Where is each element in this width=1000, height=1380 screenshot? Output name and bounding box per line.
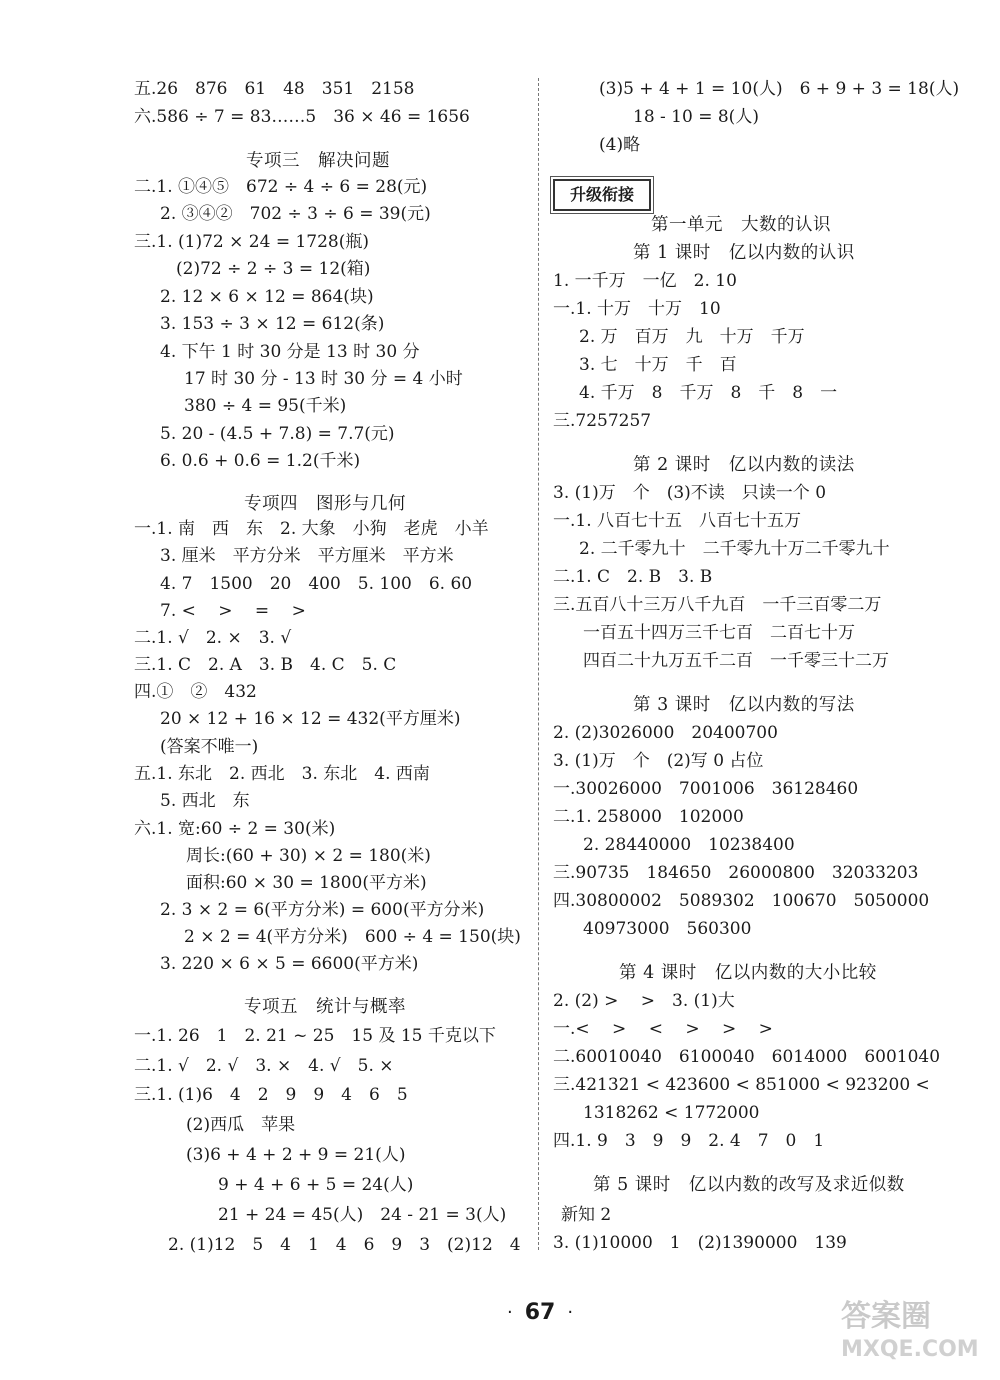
answer-line: 一百五十四万三千七百 二百七十万 (583, 623, 855, 643)
answer-line: 2. 万 百万 九 十万 千万 (579, 327, 805, 347)
answer-line: 40973000 560300 (583, 919, 752, 939)
answer-line: 20 × 12 + 16 × 12 = 432(平方厘米) (160, 709, 461, 729)
answer-line: 3. 七 十万 千 百 (579, 355, 737, 375)
section-heading: 专项五 统计与概率 (244, 997, 406, 1017)
watermark-logo (835, 1292, 985, 1364)
answer-line: 一.1. 26 1 2. 21 ~ 25 15 及 15 千克以下 (134, 1026, 496, 1046)
answer-line: 2. 12 × 6 × 12 = 864(块) (160, 287, 374, 307)
answer-line: 380 ÷ 4 = 95(千米) (184, 396, 347, 416)
answer-line: 5. 西北 东 (160, 791, 250, 811)
column-divider (538, 78, 539, 1250)
answer-line: 3. 153 ÷ 3 × 12 = 612(条) (160, 314, 385, 334)
answer-line: 3. 厘米 平方分米 平方厘米 平方米 (160, 546, 454, 566)
answer-line: 二.1. 258000 102000 (553, 807, 744, 827)
watermark-title: 答案圈 (841, 1299, 931, 1334)
answer-line: (3)6 + 4 + 2 + 9 = 21(人) (186, 1145, 406, 1165)
answer-line: (3)5 + 4 + 1 = 10(人) 6 + 9 + 3 = 18(人) (599, 79, 960, 99)
answer-line: 三.1. (1)6 4 2 9 9 4 6 5 (134, 1085, 408, 1105)
answer-line: (2)72 ÷ 2 ÷ 3 = 12(箱) (176, 259, 371, 279)
answer-line: 四.① ② 432 (134, 682, 257, 702)
answer-line: 二.1. √ 2. √ 3. × 4. √ 5. × (134, 1056, 394, 1076)
answer-line: 三.1. (1)72 × 24 = 1728(瓶) (134, 232, 370, 252)
answer-line: 一.30026000 7001006 36128460 (553, 779, 859, 799)
answer-line: 18 - 10 = 8(人) (633, 107, 759, 127)
answer-line: 五.26 876 61 48 351 2158 (134, 79, 415, 99)
answer-line: 周长:(60 + 30) × 2 = 180(米) (186, 846, 431, 866)
answer-line: 21 + 24 = 45(人) 24 - 21 = 3(人) (218, 1205, 507, 1225)
answer-line: 4. 下午 1 时 30 分是 13 时 30 分 (160, 342, 420, 362)
answer-line: 3. 220 × 6 × 5 = 6600(平方米) (160, 954, 419, 974)
answer-line: 2. (2)3026000 20400700 (553, 723, 778, 743)
answer-line: 四.30800002 5089302 100670 5050000 (553, 891, 930, 911)
answer-line: 六.1. 宽:60 ÷ 2 = 30(米) (134, 819, 336, 839)
answer-line: (2)西瓜 苹果 (186, 1115, 296, 1135)
section-heading: 第 5 课时 亿以内数的改写及求近似数 (593, 1175, 905, 1195)
answer-line: 17 时 30 分 - 13 时 30 分 = 4 小时 (184, 369, 463, 389)
answer-line: 三.7257257 (553, 411, 652, 431)
answer-line: 2. 二千零九十 二千零九十万二千零九十 (579, 539, 890, 559)
answer-line: 二.1. C 2. B 3. B (553, 567, 713, 587)
answer-line: 1318262 < 1772000 (583, 1103, 760, 1123)
section-badge: 升级衔接 (553, 179, 651, 211)
answer-line: (答案不唯一) (160, 737, 259, 757)
answer-line: 6. 0.6 + 0.6 = 1.2(千米) (160, 451, 361, 471)
answer-line: 7. < > = > (160, 601, 306, 621)
answer-line: 一.1. 南 西 东 2. 大象 小狗 老虎 小羊 (134, 519, 489, 539)
watermark-url: MXQE.COM (841, 1337, 979, 1362)
answer-line: 三.90735 184650 26000800 32033203 (553, 863, 919, 883)
answer-line: 一.< > < > > > (553, 1019, 773, 1039)
answer-line: 9 + 4 + 6 + 5 = 24(人) (218, 1175, 414, 1195)
section-heading: 第 3 课时 亿以内数的写法 (633, 695, 855, 715)
answer-line: 一.1. 十万 十万 10 (553, 299, 721, 319)
answer-line: 4. 7 1500 20 400 5. 100 6. 60 (160, 574, 473, 594)
answer-line: 六.586 ÷ 7 = 83……5 36 × 46 = 1656 (134, 107, 470, 127)
answer-line: 3. (1)万 个 (2)写 0 占位 (553, 751, 764, 771)
answer-line: 一.1. 八百七十五 八百七十五万 (553, 511, 802, 531)
answer-line: 二.1. √ 2. × 3. √ (134, 628, 292, 648)
answer-line: 二.60010040 6100040 6014000 6001040 (553, 1047, 941, 1067)
section-heading: 第 4 课时 亿以内数的大小比较 (619, 963, 877, 983)
answer-line: 2. 28440000 10238400 (583, 835, 795, 855)
answer-line: 二.1. ①④⑤ 672 ÷ 4 ÷ 6 = 28(元) (134, 177, 428, 197)
answer-line: 三.五百八十三万八千九百 一千三百零二万 (553, 595, 882, 615)
answer-line: 2. (2) > > 3. (1)大 (553, 991, 735, 1011)
answer-line: 5. 20 - (4.5 + 7.8) = 7.7(元) (160, 424, 395, 444)
answer-line: 2. (1)12 5 4 1 4 6 9 3 (2)12 4 (168, 1235, 521, 1255)
answer-line: 2. ③④② 702 ÷ 3 ÷ 6 = 39(元) (160, 204, 431, 224)
page-number-value: 67 (524, 1300, 556, 1325)
answer-line: 五.1. 东北 2. 西北 3. 东北 4. 西南 (134, 764, 430, 784)
answer-line: 三.421321 < 423600 < 851000 < 923200 < (553, 1075, 930, 1095)
page-number: · 67 · (506, 1300, 574, 1325)
answer-line: (4)略 (599, 135, 641, 155)
answer-line: 3. (1)10000 1 (2)1390000 139 (553, 1233, 847, 1253)
answer-line: 2. 3 × 2 = 6(平方分米) = 600(平方分米) (160, 900, 485, 920)
answer-line: 3. (1)万 个 (3)不读 只读一个 0 (553, 483, 827, 503)
section-heading: 专项三 解决问题 (246, 151, 390, 171)
answer-line: 三.1. C 2. A 3. B 4. C 5. C (134, 655, 397, 675)
section-heading: 专项四 图形与几何 (244, 494, 406, 514)
answer-line: 新知 2 (561, 1205, 612, 1225)
answer-line: 面积:60 × 30 = 1800(平方米) (186, 873, 427, 893)
answer-line: 四百二十九万五千二百 一千零三十二万 (583, 651, 889, 671)
answer-line: 2 × 2 = 4(平方分米) 600 ÷ 4 = 150(块) (184, 927, 521, 947)
section-heading: 第 2 课时 亿以内数的读法 (633, 455, 855, 475)
section-heading: 第一单元 大数的认识 (651, 215, 831, 235)
answer-line: 1. 一千万 一亿 2. 10 (553, 271, 737, 291)
answer-line: 4. 千万 8 千万 8 千 8 一 (579, 383, 838, 403)
answer-line: 四.1. 9 3 9 9 2. 4 7 0 1 (553, 1131, 825, 1151)
section-heading: 第 1 课时 亿以内数的认识 (633, 243, 855, 263)
